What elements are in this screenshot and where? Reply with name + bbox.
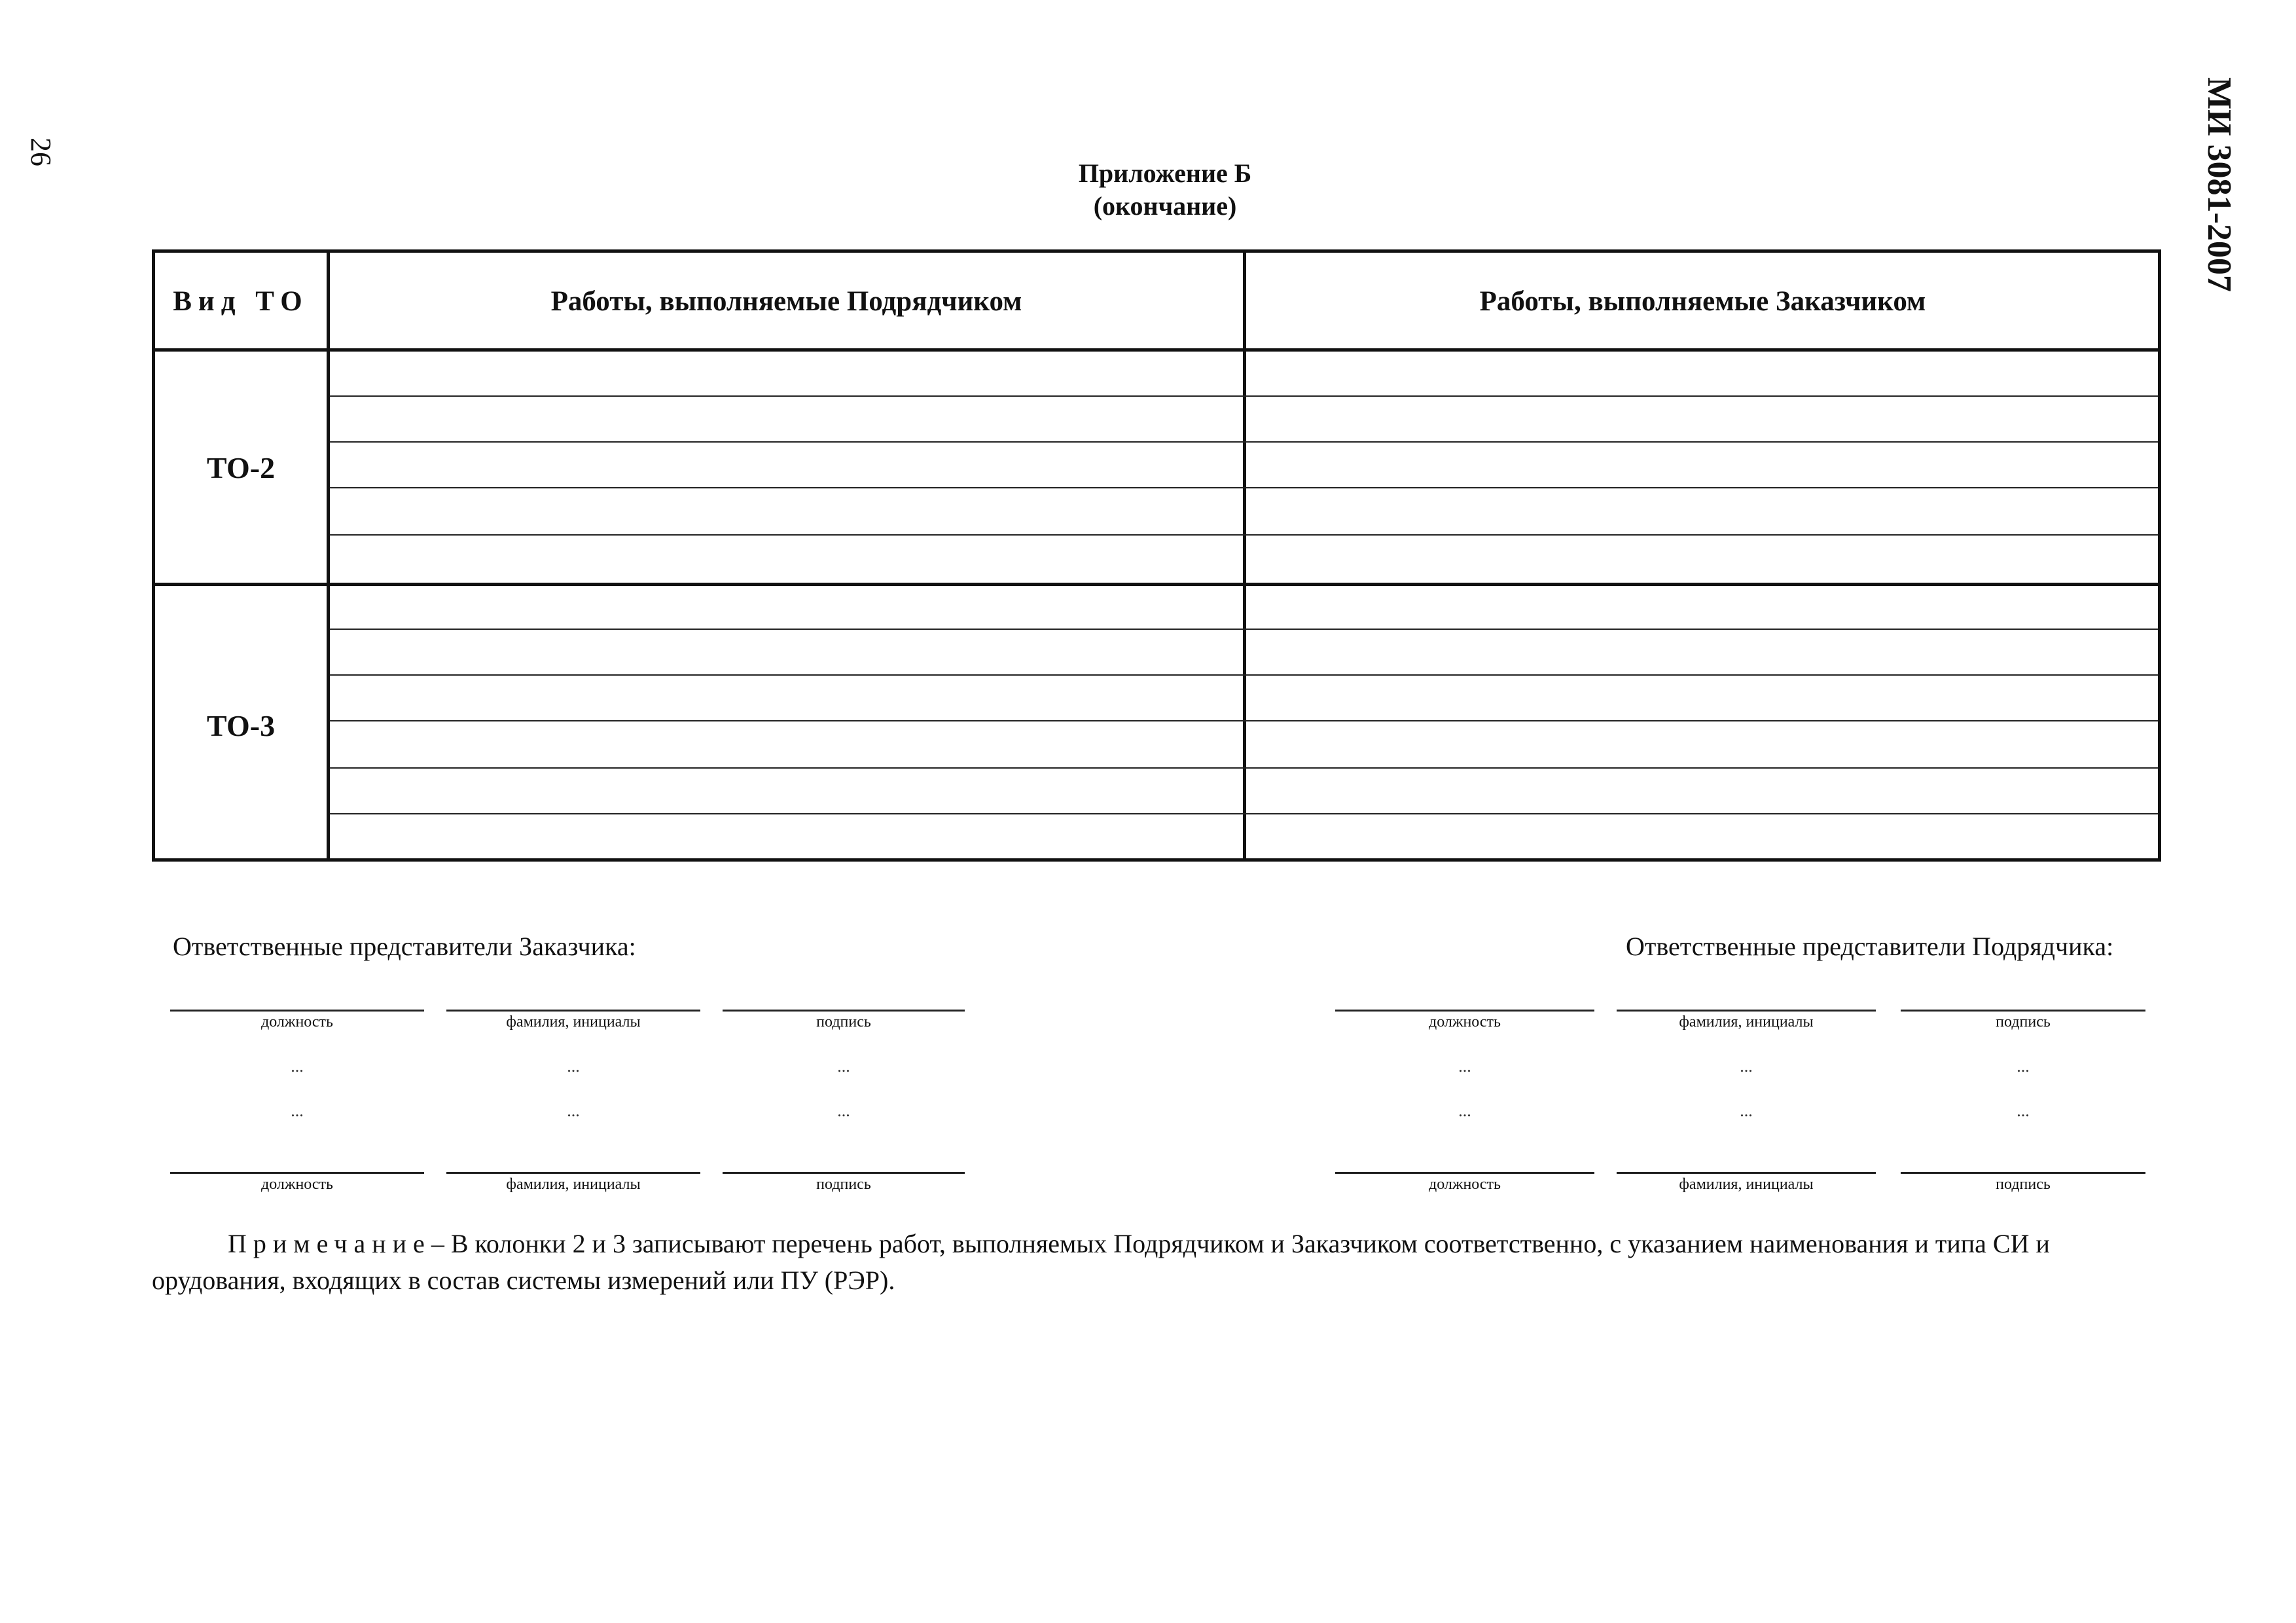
ellipsis: ... bbox=[291, 1101, 304, 1120]
page-number: 26 bbox=[25, 137, 57, 166]
signature-line bbox=[1617, 1010, 1876, 1012]
note bbox=[152, 1226, 2174, 1299]
header-customer-works: Работы, выполняемые Заказчиком bbox=[1479, 285, 1926, 317]
note-line-1 bbox=[152, 1226, 2174, 1262]
header-maintenance-type: Вид ТО bbox=[173, 285, 309, 317]
document-code: МИ 3081-2007 bbox=[2200, 77, 2238, 292]
caption-name-initials: фамилия, инициалы bbox=[1679, 1176, 1814, 1193]
row-line bbox=[330, 487, 2158, 488]
caption-position: должность bbox=[1429, 1013, 1501, 1030]
caption-position: должность bbox=[261, 1176, 333, 1193]
signature-line bbox=[446, 1172, 700, 1174]
note-text-1: – В колонки 2 и 3 записывают перечень работ, выполняемых Подрядчиком и Заказчиком соответственно, с указанием наименования и типа СИ и bbox=[431, 1229, 2050, 1258]
caption-signature: подпись bbox=[1996, 1013, 2051, 1030]
signature-line bbox=[1335, 1010, 1594, 1012]
signature-line bbox=[723, 1010, 965, 1012]
signature-line bbox=[170, 1010, 424, 1012]
signature-line bbox=[1335, 1172, 1594, 1174]
row-label-to2: ТО-2 bbox=[206, 451, 276, 484]
row-line bbox=[330, 395, 2158, 397]
row-line bbox=[330, 720, 2158, 721]
caption-signature: подпись bbox=[816, 1176, 871, 1193]
table-section-divider bbox=[155, 583, 2158, 586]
note-label: Примечание bbox=[228, 1229, 431, 1258]
signature-line bbox=[723, 1172, 965, 1174]
caption-name-initials: фамилия, инициалы bbox=[1679, 1013, 1814, 1030]
header-contractor-works: Работы, выполняемые Подрядчиком bbox=[550, 285, 1022, 317]
ellipsis: ... bbox=[1740, 1101, 1753, 1120]
appendix-title: Приложение Б bbox=[1078, 158, 1252, 188]
appendix-heading bbox=[1067, 157, 1263, 223]
ellipsis: ... bbox=[291, 1057, 304, 1076]
row-line bbox=[330, 629, 2158, 630]
row-line bbox=[330, 767, 2158, 769]
signature-line bbox=[170, 1172, 424, 1174]
ellipsis: ... bbox=[837, 1101, 850, 1120]
caption-name-initials: фамилия, инициалы bbox=[506, 1013, 641, 1030]
ellipsis: ... bbox=[567, 1101, 580, 1120]
row-line bbox=[330, 441, 2158, 443]
ellipsis: ... bbox=[1458, 1057, 1471, 1076]
customer-reps-title: Ответственные представители Заказчика: bbox=[173, 932, 636, 961]
row-line bbox=[330, 813, 2158, 814]
row-line bbox=[330, 674, 2158, 676]
work-table bbox=[152, 249, 2161, 862]
contractor-reps-title: Ответственные представители Подрядчика: bbox=[1626, 932, 2114, 961]
row-label-to3: ТО-3 bbox=[206, 709, 276, 742]
ellipsis: ... bbox=[2017, 1057, 2030, 1076]
caption-position: должность bbox=[1429, 1176, 1501, 1193]
caption-signature: подпись bbox=[816, 1013, 871, 1030]
signature-line bbox=[1901, 1172, 2145, 1174]
signature-line bbox=[446, 1010, 700, 1012]
appendix-subtitle: (окончание) bbox=[1093, 191, 1237, 221]
ellipsis: ... bbox=[837, 1057, 850, 1076]
ellipsis: ... bbox=[1740, 1057, 1753, 1076]
caption-position: должность bbox=[261, 1013, 333, 1030]
caption-signature: подпись bbox=[1996, 1176, 2051, 1193]
ellipsis: ... bbox=[2017, 1101, 2030, 1120]
signature-line bbox=[1617, 1172, 1876, 1174]
ellipsis: ... bbox=[1458, 1101, 1471, 1120]
ellipsis: ... bbox=[567, 1057, 580, 1076]
caption-name-initials: фамилия, инициалы bbox=[506, 1176, 641, 1193]
signature-line bbox=[1901, 1010, 2145, 1012]
row-line bbox=[330, 534, 2158, 536]
note-text-2: орудования, входящих в состав системы измерений или ПУ (РЭР). bbox=[152, 1266, 895, 1295]
